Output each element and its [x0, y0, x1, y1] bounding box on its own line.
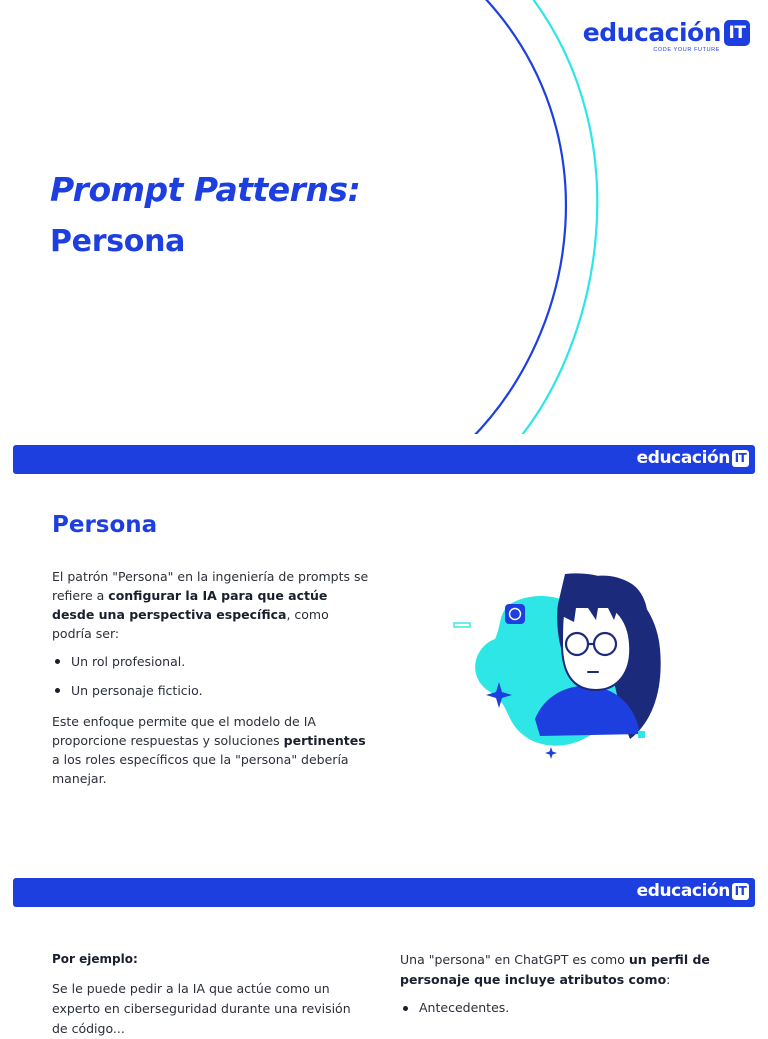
brand-logo — [583, 18, 750, 47]
approach-text: Este enfoque permite que el modelo de IA proporcione respuestas y soluciones — [52, 714, 316, 748]
header-logo — [637, 448, 749, 468]
intro-emphasis: configurar la IA para que actúe desde una perspectiva específica — [52, 588, 328, 622]
list-item: Antecedentes. — [402, 998, 509, 1018]
brand-badge: IT — [724, 20, 750, 46]
decorative-arcs — [0, 0, 768, 434]
intro-paragraph — [52, 567, 372, 643]
brand-tagline: CODE YOUR FUTURE — [653, 47, 720, 53]
example-text: Se le puede pedir a la IA que actúe como un experto en ciberseguridad durante una revisión de código... — [52, 981, 351, 1036]
section-heading: Persona — [52, 512, 158, 538]
header-brand-name: educación — [636, 448, 730, 468]
definition-text-end: : — [666, 972, 671, 987]
persona-illustration — [450, 564, 670, 764]
brand-name: educación — [582, 18, 721, 47]
slide-subtitle: Persona — [50, 224, 186, 259]
title-slide — [0, 0, 768, 434]
approach-paragraph — [52, 712, 372, 788]
definition-text: Una "persona" en ChatGPT es como — [400, 952, 629, 967]
header-brand-badge: IT — [732, 883, 749, 900]
role-list — [54, 652, 203, 710]
attribute-list — [402, 998, 509, 1018]
definition-emphasis: un perfil de personaje que incluye atributos como — [400, 952, 710, 987]
header-bar — [13, 878, 755, 907]
slide-title: Prompt Patterns: — [50, 170, 361, 209]
list-item: Un rol profesional. — [54, 652, 203, 681]
example-label: Por ejemplo: — [52, 952, 138, 966]
header-bar — [13, 445, 755, 474]
approach-emphasis: pertinentes — [283, 733, 366, 748]
header-brand-badge: IT — [732, 450, 749, 467]
persona-slide — [0, 434, 768, 868]
example-slide — [0, 868, 768, 1036]
definition-paragraph — [400, 950, 730, 990]
approach-text-end: a los roles específicos que la "persona" debería manejar. — [52, 752, 349, 786]
intro-text-end: , como podría ser: — [52, 607, 329, 641]
header-logo — [637, 881, 749, 901]
header-brand-name: educación — [636, 881, 730, 901]
intro-text: El patrón "Persona" en la ingeniería de prompts se refiere a — [52, 569, 369, 603]
list-item: Un personaje ficticio. — [54, 681, 203, 710]
